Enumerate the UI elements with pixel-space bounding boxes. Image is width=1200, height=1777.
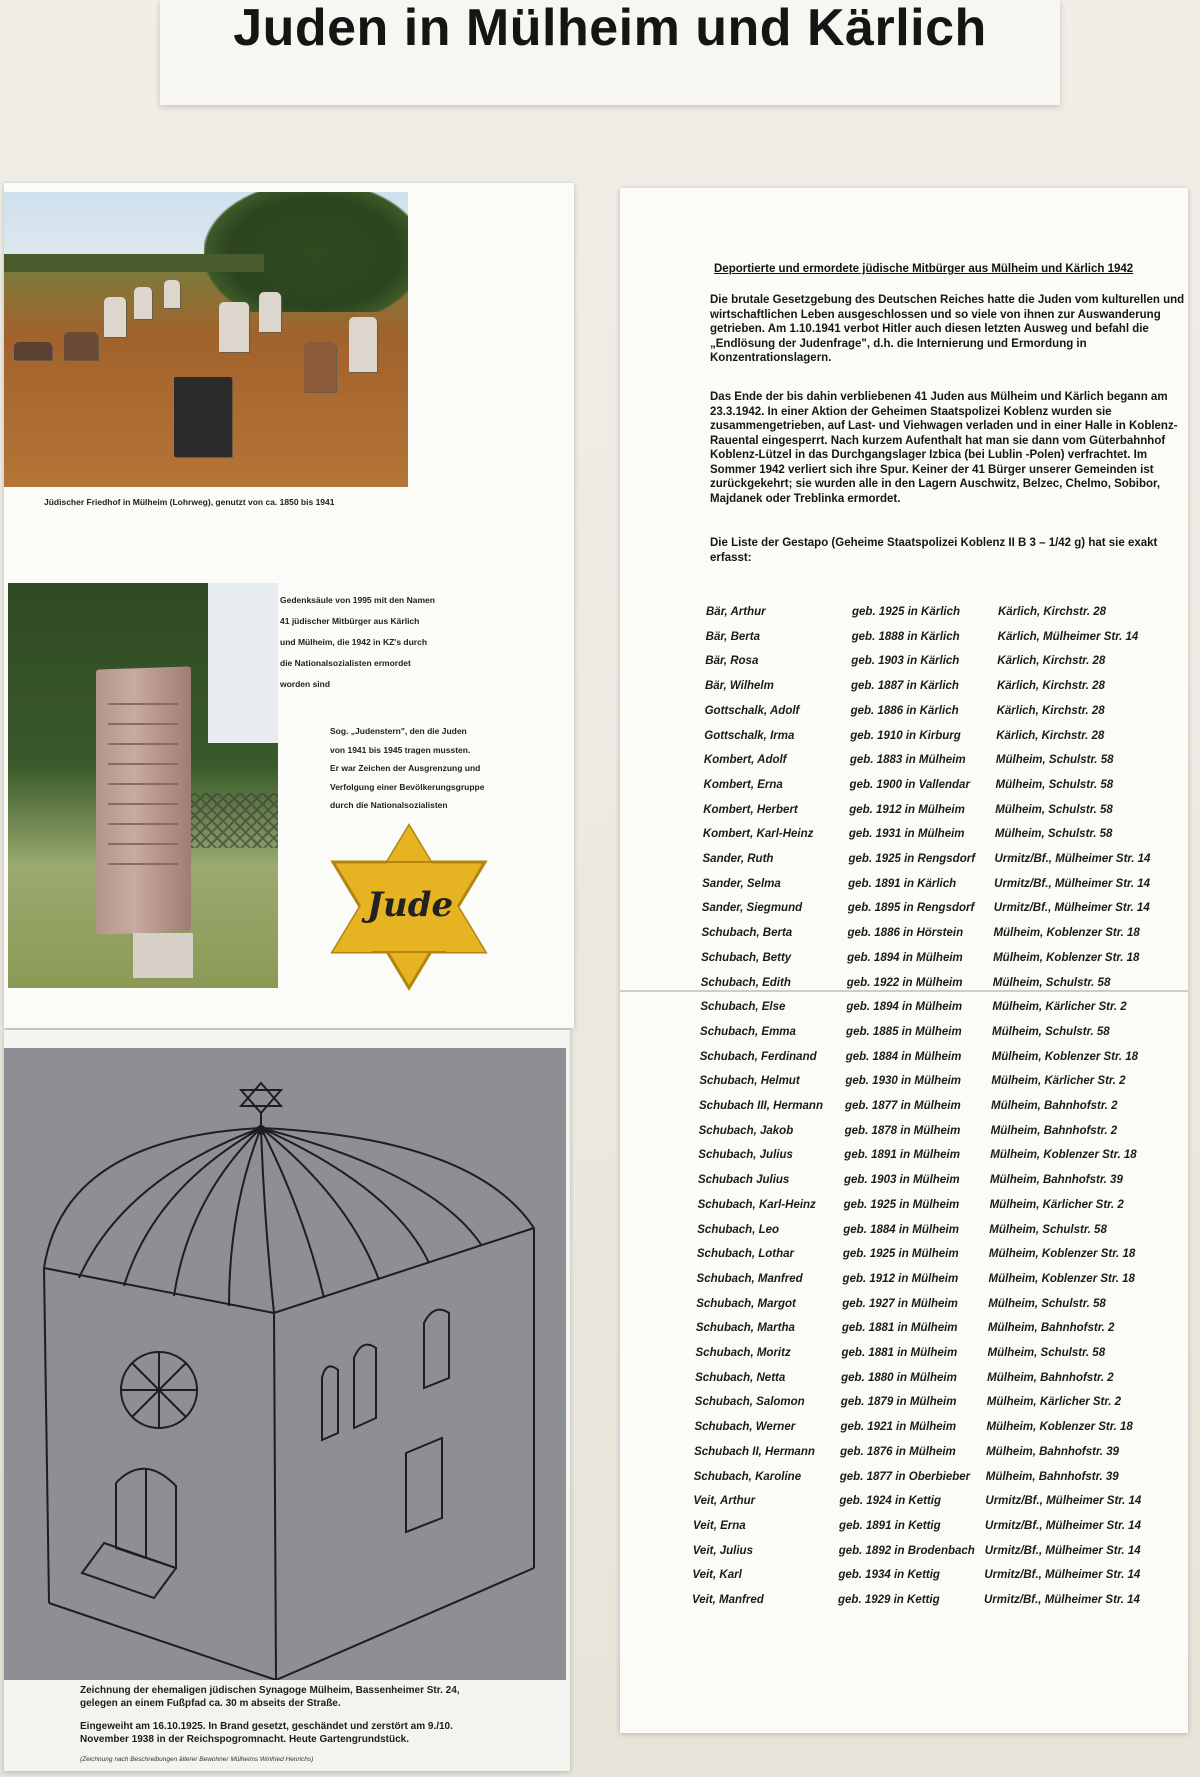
person-name: Kombert, Herbert xyxy=(703,803,798,816)
person-birth: geb. 1924 in Kettig xyxy=(839,1495,941,1508)
synagogue-caption-line: Zeichnung der ehemaligen jüdischen Synagoge Mülheim, Bassenheimer Str. 24, xyxy=(80,1685,460,1696)
person-address: Mülheim, Koblenzer Str. 18 xyxy=(993,951,1140,964)
star-caption-line: Verfolgung einer Bevölkerungsgruppe xyxy=(330,781,485,792)
synagogue-caption-line: November 1938 in der Reichspogromnacht. Heute Gartengrundstück. xyxy=(80,1734,409,1745)
person-name: Schubach, Leo xyxy=(697,1223,780,1236)
person-row xyxy=(701,977,1151,997)
person-birth: geb. 1912 in Mülheim xyxy=(842,1272,959,1285)
person-row xyxy=(699,1100,1149,1120)
memorial-caption-line: und Mülheim, die 1942 in KZ's durch xyxy=(280,637,428,647)
engraved-line xyxy=(108,863,178,865)
engraved-line xyxy=(108,763,178,765)
intro-paragraph-1: Die brutale Gesetzgebung des Deutschen Reiches hatte die Juden vom kulturellen und wirtschaftlichen Leben ausgeschlossen und so viele von ihnen zur Auswanderung getrieben. Am 1.10.1941 verbot Hitler auch diesen letzten Ausweg und befahl die „Endlösung der Judenfrage", d.h. die Internierung und Ermordung in Konzentrationslagern. xyxy=(710,294,1185,364)
person-name: Veit, Karl xyxy=(692,1569,742,1582)
person-row xyxy=(693,1495,1143,1515)
person-name: Veit, Manfred xyxy=(692,1594,764,1606)
person-row xyxy=(705,655,1155,675)
hedge xyxy=(4,254,264,272)
synagogue-sketch xyxy=(4,1048,566,1680)
person-name: Schubach, Salomon xyxy=(694,1396,805,1409)
person-address: Kärlich, Kirchstr. 28 xyxy=(996,729,1105,742)
cemetery-photo xyxy=(4,192,408,487)
intro-paragraph-2: Das Ende der bis dahin verbliebenen 41 Juden aus Mülheim und Kärlich begann am 23.3.1942. In einer Aktion der Geheimen Staatspolizei Koblenz wurden sie zusammengetrieben, auf Last- und Viehwagen verladen und in einer Halle in Koblenz-Rauental eingesperrt. Nach kurzem Aufenthalt hat man sie dann vom Güterbahnhof Koblenz-Lützel in das Durchgangslager Izbica (bei Lublin -Polen) verfrachtet. Im Sommer 1942 verliert sich ihre Spur. Keiner der 41 Bürger unserer Gemeinden ist zurückgekehrt; sie wurden alle in den Lagern Auschwitz, Belzec, Chelmo, Sobibor, Majdanek oder Treblinka ermordet. xyxy=(710,391,1178,505)
person-row xyxy=(701,952,1151,972)
person-birth: geb. 1910 in Kirburg xyxy=(850,729,961,742)
person-address: Mülheim, Schulstr. 58 xyxy=(995,778,1114,791)
gravestone xyxy=(134,287,152,319)
person-row xyxy=(694,1421,1144,1441)
person-address: Mülheim, Bahnhofstr. 39 xyxy=(986,1445,1120,1458)
gravestone xyxy=(164,280,180,308)
person-address: Mülheim, Bahnhofstr. 39 xyxy=(989,1174,1123,1187)
person-birth: geb. 1894 in Mülheim xyxy=(846,1001,963,1014)
memorial-caption-line: worden sind xyxy=(280,679,331,689)
star-word: Jude xyxy=(366,885,454,925)
person-name: Gottschalk, Irma xyxy=(704,729,795,742)
person-address: Urmitz/Bf., Mülheimer Str. 14 xyxy=(984,1594,1140,1606)
engraved-line xyxy=(108,843,178,845)
person-row xyxy=(706,631,1156,651)
gravestone xyxy=(349,317,377,372)
person-name: Schubach, Ferdinand xyxy=(699,1050,817,1063)
memorial-base xyxy=(133,933,193,978)
person-birth: geb. 1883 in Mülheim xyxy=(849,754,966,767)
person-row xyxy=(702,878,1152,898)
person-row xyxy=(694,1446,1144,1466)
person-row xyxy=(698,1199,1148,1219)
person-name: Veit, Arthur xyxy=(693,1495,756,1508)
person-address: Urmitz/Bf., Mülheimer Str. 14 xyxy=(985,1519,1141,1532)
person-birth: geb. 1929 in Kettig xyxy=(838,1594,940,1606)
synagogue-caption-line: gelegen an einem Fußpfad ca. 30 m abseits der Straße. xyxy=(80,1698,341,1709)
person-birth: geb. 1927 in Mülheim xyxy=(842,1297,958,1310)
person-row xyxy=(700,1051,1150,1071)
sky xyxy=(208,583,278,743)
person-name: Schubach, Lothar xyxy=(696,1248,795,1261)
person-birth: geb. 1912 in Mülheim xyxy=(849,803,965,816)
memorial-caption xyxy=(280,590,470,695)
person-birth: geb. 1921 in Mülheim xyxy=(840,1421,957,1434)
engraved-line xyxy=(108,743,178,745)
person-address: Mülheim, Schulstr. 58 xyxy=(989,1223,1107,1236)
person-address: Kärlich, Kirchstr. 28 xyxy=(998,606,1107,618)
memorial-column-photo xyxy=(8,583,278,988)
person-name: Schubach, Berta xyxy=(701,927,793,940)
person-birth: geb. 1934 in Kettig xyxy=(838,1569,940,1582)
person-name: Bär, Arthur xyxy=(706,606,766,618)
person-birth: geb. 1879 in Mülheim xyxy=(840,1396,957,1409)
person-birth: geb. 1886 in Hörstein xyxy=(847,927,964,940)
person-name: Schubach Julius xyxy=(697,1174,790,1187)
person-address: Urmitz/Bf., Mülheimer Str. 14 xyxy=(993,902,1150,915)
person-birth: geb. 1903 in Mülheim xyxy=(843,1174,960,1187)
person-name: Schubach, Betty xyxy=(701,951,792,964)
person-row xyxy=(705,705,1155,725)
person-row xyxy=(700,1026,1150,1046)
person-address: Mülheim, Schulstr. 58 xyxy=(995,803,1113,816)
person-row xyxy=(700,1001,1150,1021)
person-birth: geb. 1877 in Oberbieber xyxy=(839,1470,971,1483)
person-row xyxy=(697,1273,1147,1293)
star-caption-line: Er war Zeichen der Ausgrenzung und xyxy=(330,763,481,773)
person-row xyxy=(692,1569,1142,1589)
tree xyxy=(204,192,408,312)
person-name: Schubach, Netta xyxy=(695,1371,786,1384)
person-row xyxy=(704,754,1154,774)
engraved-line xyxy=(108,803,178,805)
person-row xyxy=(699,1125,1149,1145)
person-birth: geb. 1884 in Mülheim xyxy=(845,1050,962,1063)
person-name: Schubach III, Hermann xyxy=(699,1100,823,1112)
person-name: Gottschalk, Adolf xyxy=(704,704,800,717)
person-name: Sander, Selma xyxy=(702,877,781,890)
person-address: Urmitz/Bf., Mülheimer Str. 14 xyxy=(985,1495,1142,1508)
person-address: Mülheim, Kärlicher Str. 2 xyxy=(989,1198,1124,1211)
person-birth: geb. 1884 in Mülheim xyxy=(843,1223,959,1236)
person-birth: geb. 1880 in Mülheim xyxy=(841,1371,957,1384)
person-name: Schubach, Moritz xyxy=(695,1347,791,1359)
star-caption-line: von 1941 bis 1945 tragen mussten. xyxy=(330,744,471,755)
person-address: Kärlich, Kirchstr. 28 xyxy=(997,655,1106,668)
person-name: Bär, Berta xyxy=(705,630,760,643)
person-name: Schubach, Helmut xyxy=(699,1075,800,1088)
person-address: Mülheim, Schulstr. 58 xyxy=(992,1025,1110,1038)
person-name: Schubach II, Hermann xyxy=(694,1445,815,1458)
person-row xyxy=(699,1075,1149,1095)
person-address: Urmitz/Bf., Mülheimer Str. 14 xyxy=(984,1569,1141,1582)
person-birth: geb. 1925 in Mülheim xyxy=(843,1198,960,1211)
list-heading: Deportierte und ermordete jüdische Mitbürger aus Mülheim und Kärlich 1942 xyxy=(714,263,1134,275)
cemetery-caption: Jüdischer Friedhof in Mülheim (Lohrweg), genutzt von ca. 1850 bis 1941 xyxy=(44,497,335,507)
person-address: Mülheim, Koblenzer Str. 18 xyxy=(986,1421,1133,1434)
person-birth: geb. 1895 in Rengsdorf xyxy=(847,902,975,915)
person-birth: geb. 1891 in Mülheim xyxy=(844,1149,960,1162)
person-row xyxy=(697,1224,1147,1244)
person-address: Mülheim, Bahnhofstr. 2 xyxy=(987,1322,1115,1335)
engraved-line xyxy=(108,703,178,705)
person-birth: geb. 1886 in Kärlich xyxy=(850,704,959,717)
memorial-caption-line: Gedenksäule von 1995 mit den Namen xyxy=(280,595,435,605)
person-row xyxy=(695,1396,1145,1416)
person-name: Schubach, Edith xyxy=(700,976,791,989)
person-address: Mülheim, Kärlicher Str. 2 xyxy=(991,1075,1126,1088)
person-name: Kombert, Erna xyxy=(703,778,783,791)
person-address: Mülheim, Koblenzer Str. 18 xyxy=(988,1248,1136,1261)
person-birth: geb. 1891 in Kettig xyxy=(839,1519,941,1532)
star-caption-line: Sog. „Judenstern", den die Juden xyxy=(330,726,467,736)
person-birth: geb. 1885 in Mülheim xyxy=(846,1025,962,1038)
person-birth: geb. 1876 in Mülheim xyxy=(840,1445,956,1458)
person-birth: geb. 1925 in Mülheim xyxy=(842,1248,959,1261)
person-name: Kombert, Adolf xyxy=(703,754,787,767)
person-birth: geb. 1922 in Mülheim xyxy=(846,976,963,989)
memorial-caption-line: 41 jüdischer Mitbürger aus Kärlich xyxy=(280,616,420,626)
person-address: Mülheim, Kärlicher Str. 2 xyxy=(992,1001,1127,1014)
person-name: Schubach, Karoline xyxy=(693,1470,802,1483)
person-name: Schubach, Karl-Heinz xyxy=(697,1198,816,1211)
person-birth: geb. 1894 in Mülheim xyxy=(847,951,963,964)
person-birth: geb. 1887 in Kärlich xyxy=(850,680,959,693)
person-name: Schubach, Else xyxy=(700,1001,786,1014)
person-row xyxy=(703,828,1153,848)
person-address: Mülheim, Schulstr. 58 xyxy=(994,828,1113,841)
gravestone xyxy=(174,377,232,457)
person-row xyxy=(697,1248,1147,1268)
synagogue-credit: (Zeichnung nach Beschreibungen älterer Bewohner Mülheims Winfried Henrichs) xyxy=(80,1756,314,1763)
synagogue-caption-1 xyxy=(80,1684,560,1710)
person-row xyxy=(696,1347,1146,1367)
person-name: Schubach, Jakob xyxy=(698,1124,794,1137)
person-address: Kärlich, Kirchstr. 28 xyxy=(996,680,1105,693)
person-birth: geb. 1930 in Mülheim xyxy=(845,1075,962,1088)
person-address: Kärlich, Kirchstr. 28 xyxy=(996,704,1105,717)
memorial-column xyxy=(96,666,191,934)
person-row xyxy=(703,853,1153,873)
person-row xyxy=(705,680,1155,700)
intro-paragraph-3: Die Liste der Gestapo (Geheime Staatspolizei Koblenz II B 3 – 1/42 g) hat sie exakt erfasst: xyxy=(710,537,1158,564)
person-row xyxy=(706,606,1156,626)
gravestone xyxy=(14,342,52,360)
person-row xyxy=(693,1545,1143,1565)
person-name: Schubach, Werner xyxy=(694,1421,796,1434)
person-row xyxy=(694,1471,1144,1491)
person-birth: geb. 1925 in Kärlich xyxy=(852,606,961,618)
person-birth: geb. 1931 in Mülheim xyxy=(848,828,965,841)
person-name: Schubach, Julius xyxy=(698,1149,793,1162)
synagogue-drawing xyxy=(4,1048,566,1680)
person-row xyxy=(701,927,1151,947)
person-address: Mülheim, Bahnhofstr. 39 xyxy=(985,1470,1119,1483)
person-row xyxy=(692,1594,1142,1614)
person-row xyxy=(696,1298,1146,1318)
person-row xyxy=(704,730,1154,750)
yellow-star-badge xyxy=(325,822,493,992)
synagogue-caption-line: Eingeweiht am 16.10.1925. In Brand gesetzt, geschändet und zerstört am 9./10. xyxy=(80,1721,453,1732)
person-name: Schubach, Martha xyxy=(695,1322,795,1335)
gravestone xyxy=(104,297,126,337)
person-address: Mülheim, Koblenzer Str. 18 xyxy=(993,927,1140,940)
person-row xyxy=(698,1174,1148,1194)
person-name: Schubach, Manfred xyxy=(696,1272,803,1285)
person-birth: geb. 1891 in Kärlich xyxy=(848,877,957,890)
person-address: Mülheim, Bahnhofstr. 2 xyxy=(991,1100,1118,1112)
gravestone xyxy=(259,292,281,332)
person-birth: geb. 1881 in Mülheim xyxy=(841,1347,958,1359)
engraved-line xyxy=(108,783,178,785)
synagogue-caption-2 xyxy=(80,1720,560,1746)
person-address: Mülheim, Schulstr. 58 xyxy=(988,1297,1106,1310)
person-row xyxy=(695,1372,1145,1392)
person-address: Mülheim, Bahnhofstr. 2 xyxy=(987,1371,1114,1384)
person-name: Bär, Wilhelm xyxy=(704,680,774,693)
memorial-caption-line: die Nationalsozialisten ermordet xyxy=(280,658,411,668)
person-birth: geb. 1888 in Kärlich xyxy=(851,630,960,643)
person-birth: geb. 1881 in Mülheim xyxy=(841,1322,958,1335)
gravestone xyxy=(64,332,98,360)
person-name: Veit, Julius xyxy=(692,1544,753,1557)
person-address: Mülheim, Schulstr. 58 xyxy=(995,754,1114,767)
engraved-line xyxy=(108,823,178,825)
person-address: Mülheim, Koblenzer Str. 18 xyxy=(991,1050,1139,1063)
person-name: Kombert, Karl-Heinz xyxy=(702,828,814,841)
person-birth: geb. 1925 in Rengsdorf xyxy=(848,853,976,865)
person-row xyxy=(693,1520,1143,1540)
person-birth: geb. 1900 in Vallendar xyxy=(849,778,970,791)
star-caption-line: durch die Nationalsozialisten xyxy=(330,800,448,810)
person-address: Urmitz/Bf., Mülheimer Str. 14 xyxy=(994,853,1151,865)
person-row xyxy=(698,1149,1148,1169)
gravestone xyxy=(219,302,249,352)
person-address: Mülheim, Schulstr. 58 xyxy=(992,976,1111,989)
person-row xyxy=(704,779,1154,799)
person-name: Sander, Ruth xyxy=(702,853,774,865)
star-caption xyxy=(330,722,500,815)
person-address: Urmitz/Bf., Mülheimer Str. 14 xyxy=(994,877,1151,890)
title-board xyxy=(160,0,1060,105)
person-address: Mülheim, Koblenzer Str. 18 xyxy=(990,1149,1137,1162)
person-row xyxy=(702,902,1152,922)
person-row xyxy=(696,1322,1146,1342)
person-name: Veit, Erna xyxy=(693,1519,746,1532)
person-address: Kärlich, Mülheimer Str. 14 xyxy=(997,630,1139,643)
person-birth: geb. 1878 in Mülheim xyxy=(844,1124,961,1137)
person-name: Schubach, Margot xyxy=(696,1297,796,1310)
person-address: Urmitz/Bf., Mülheimer Str. 14 xyxy=(984,1544,1141,1557)
person-name: Bär, Rosa xyxy=(705,655,759,668)
person-address: Mülheim, Schulstr. 58 xyxy=(987,1347,1106,1359)
person-address: Mülheim, Koblenzer Str. 18 xyxy=(988,1272,1135,1285)
person-birth: geb. 1877 in Mülheim xyxy=(845,1100,961,1112)
person-name: Schubach, Emma xyxy=(700,1025,796,1038)
page-title: Juden in Mülheim und Kärlich xyxy=(233,0,987,57)
engraved-line xyxy=(108,723,178,725)
person-address: Mülheim, Bahnhofstr. 2 xyxy=(990,1124,1118,1137)
person-address: Mülheim, Kärlicher Str. 2 xyxy=(986,1396,1122,1409)
gravestone xyxy=(304,342,336,392)
person-name: Sander, Siegmund xyxy=(701,902,803,915)
person-birth: geb. 1903 in Kärlich xyxy=(851,655,960,668)
person-birth: geb. 1892 in Brodenbach xyxy=(838,1544,975,1557)
person-row xyxy=(703,804,1153,824)
